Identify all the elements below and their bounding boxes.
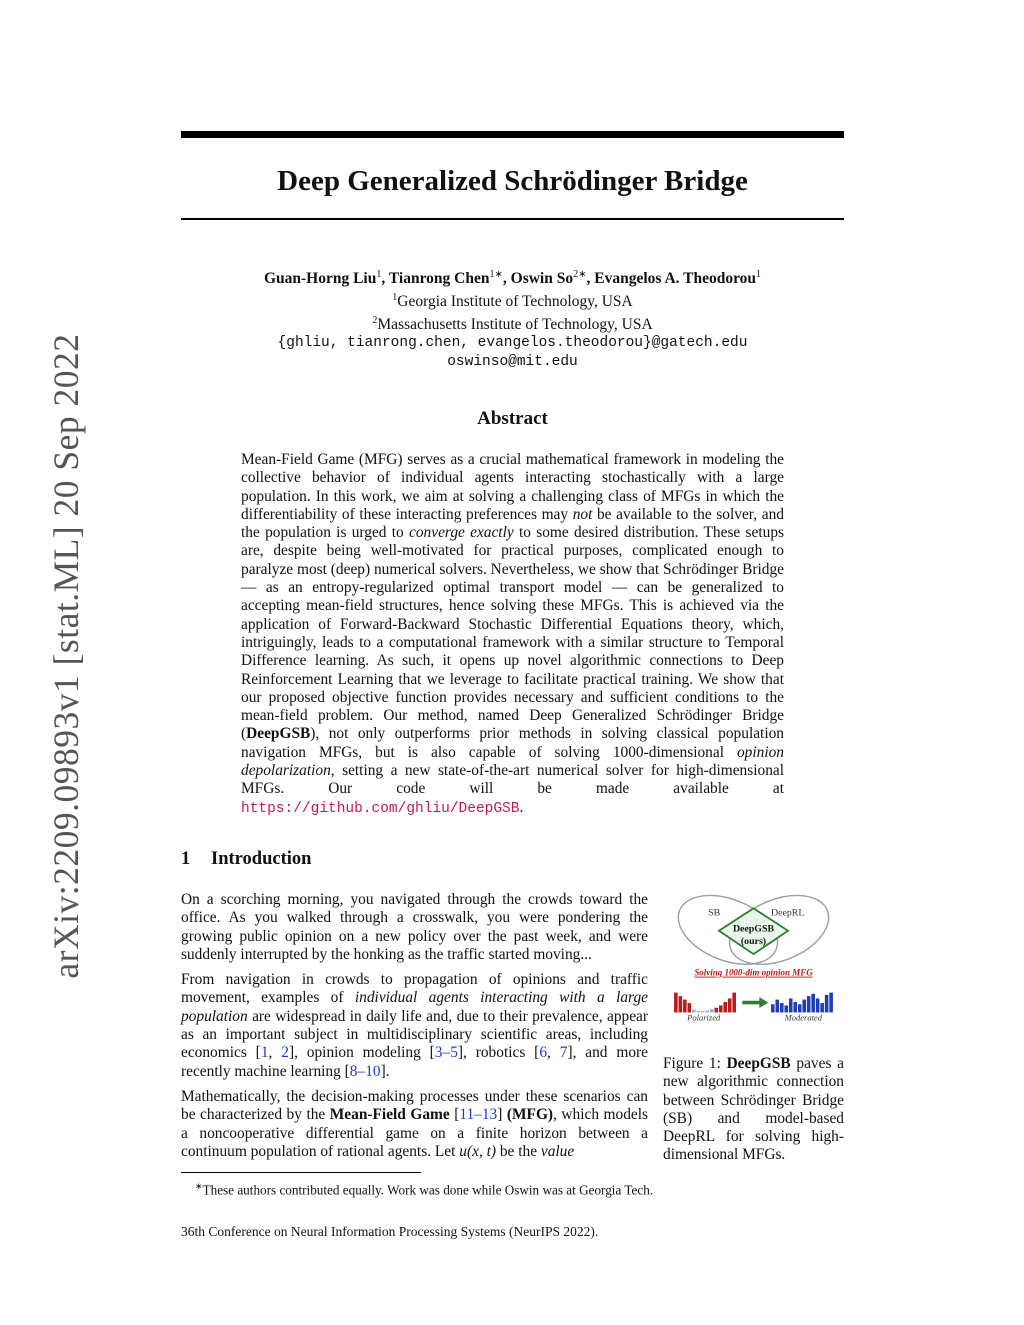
section-title: Introduction xyxy=(211,849,312,869)
ours-label: (ours) xyxy=(740,936,767,948)
footnote: ∗These authors contributed equally. Work was done while Oswin was at Georgia Tech. xyxy=(195,1181,654,1198)
histogram-bar xyxy=(802,1000,806,1013)
paper-title: Deep Generalized Schrödinger Bridge xyxy=(277,165,748,197)
moderated-histogram xyxy=(771,993,833,1013)
author-4: Evangelos A. Theodorou xyxy=(594,270,757,288)
moderated-label: Moderated xyxy=(784,1012,822,1023)
author-3: Oswin So xyxy=(510,270,574,288)
arrow-head-icon xyxy=(759,997,768,1008)
code-link[interactable]: https://github.com/ghliu/DeepGSB xyxy=(241,800,520,817)
arxiv-stamp: arXiv:2209.09893v1 [stat.ML] 20 Sep 2022 xyxy=(46,333,86,979)
author-4-sup: 1 xyxy=(756,269,762,280)
venue-note: 36th Conference on Neural Information Processing Systems (NeurIPS 2022). xyxy=(181,1224,599,1239)
histogram-bar xyxy=(825,995,829,1013)
citation-link[interactable]: 7 xyxy=(559,1044,568,1062)
author-2: Tianrong Chen xyxy=(388,270,490,288)
title-rule-top xyxy=(181,131,844,138)
author-block xyxy=(181,265,844,372)
math-expression: u(x, t) xyxy=(459,1142,496,1160)
histogram-bar xyxy=(807,996,811,1012)
histogram-bar xyxy=(789,998,793,1012)
histogram-bar xyxy=(728,998,732,1012)
footnote-rule xyxy=(181,1172,421,1173)
abstract-body: Mean-Field Game (MFG) serves as a crucial mathematical framework in modeling the collective behavior of individual agents interacting stochastically with a large population. In this work, we aim at solving a challenging class of MFGs in which the differentiability of these interacting preferences may not be available to the solver, and the population is urged to converge exactly to some desired distribution. These setups are, despite being well-motivated for practical purposes, complicated enough to paralyze most (deep) numerical solvers. Nevertheless, we show that Schrödinger Bridge — as an entropy-regularized optimal transport model — can be generalized to accepting mean-field structures, hence solving these MFGs. This is achieved via the application of Forward-Backward Stochastic Differential Equations theory, which, intriguingly, leads to a computational framework with a similar structure to Temporal Difference learning. As such, it opens up novel algorithmic connections to Deep Reinforcement Learning that we leverage to facilitate practical training. We show that our proposed objective function provides necessary and sufficient conditions to the mean-field problem. Our method, named Deep Generalized Schrödinger Bridge (DeepGSB), not only outperforms prior methods in solving classical population navigation MFGs, but is also capable of solving 1000-dimensional opinion depolarization, setting a new state-of-the-art numerical solver for high-dimensional MFGs. Our code will be made available at https://github.com/ghliu/DeepGSB. xyxy=(241,451,785,817)
email-line-1[interactable]: {ghliu, tianrong.chen, evangelos.theodorou}@gatech.edu xyxy=(277,335,748,352)
citation-link[interactable]: 6 xyxy=(539,1044,548,1062)
intro-body xyxy=(181,891,648,1168)
affiliation-2: $^2$Massachusetts Institute of Technology, USA xyxy=(372,315,653,334)
intro-paragraph-3: Mathematically, the decision-making processes under these scenarios can be characterized by the Mean-Field Game [11–13] (MFG), which models a noncooperative differential game on a finite horizon between a continuum population of rational agents. Let u(x, t) be the value xyxy=(181,1087,648,1160)
citation-link[interactable]: 2 xyxy=(281,1044,289,1062)
histogram-bar xyxy=(816,998,820,1012)
histogram-bar xyxy=(784,1005,788,1012)
sb-label: SB xyxy=(708,907,721,919)
citation-link[interactable]: 8–10 xyxy=(349,1062,381,1080)
polarized-histogram xyxy=(674,993,736,1013)
histogram-bar xyxy=(820,1003,824,1012)
section-heading xyxy=(181,849,311,870)
title-rule-bottom xyxy=(181,218,844,220)
figure-1-diagram xyxy=(663,885,844,1025)
citation-link[interactable]: 3–5 xyxy=(434,1044,458,1062)
citation-link[interactable]: 1 xyxy=(260,1044,269,1062)
histogram-bar xyxy=(829,993,833,1013)
author-1-sup: 1 xyxy=(376,269,382,280)
intro-paragraph-1: On a scorching morning, you navigated through the crowds toward the office. As you walked through a crosswalk, you were pondering the growing public opinion on a new policy over the past week, and were suddenly interrupted by the honking as the traffic started moving... xyxy=(181,891,648,963)
author-names: Guan-Horng Liu$^1$, Tianrong Chen$^{1∗}$, Oswin $So^{2∗}$, Evangelos A. Theodorou$^1$ xyxy=(263,269,762,288)
histogram-bar xyxy=(793,1002,797,1013)
histogram-bar xyxy=(780,1003,784,1012)
email-line-2[interactable]: oswinso@mit.edu xyxy=(447,354,578,371)
histogram-bar xyxy=(719,1005,723,1012)
deeprl-label: DeepRL xyxy=(771,907,805,919)
author-3-sup: 2∗ xyxy=(573,269,587,280)
figure-1-caption: Figure 1: DeepGSB paves a new algorithmic connection between Schrödinger Bridge (SB) and model-based DeepRL for solving high-dimensional MFGs. xyxy=(663,1055,844,1164)
figure-subtitle: Solving 1000-dim opinion MFG xyxy=(694,967,813,978)
section-number: 1 xyxy=(181,849,191,869)
histogram-bar xyxy=(688,1003,692,1012)
author-1: Guan-Horng Liu xyxy=(263,270,377,288)
histogram-bar xyxy=(798,1004,802,1012)
author-2-sup: 1∗ xyxy=(489,269,503,280)
deepgsb-label: DeepGSB xyxy=(732,923,775,935)
histogram-bar xyxy=(679,996,683,1012)
histogram-bar xyxy=(674,993,678,1013)
citation-link[interactable]: 11–13 xyxy=(459,1106,498,1124)
abstract-heading: Abstract xyxy=(477,408,548,429)
histogram-bar xyxy=(775,1000,779,1013)
histogram-bar xyxy=(771,1004,775,1012)
histogram-bar xyxy=(811,994,815,1013)
polarized-label: Polarized xyxy=(687,1012,721,1023)
histogram-bar xyxy=(732,993,736,1013)
affiliation-1: $^1$Georgia Institute of Technology, USA xyxy=(392,292,633,311)
intro-paragraph-2: From navigation in crowds to propagation of opinions and traffic movement, examples of individual agents interacting with a large population are widespread in daily life and, due to their prevalence, appear as an important subject in multidisciplinary scientific areas, including economics [1, 2], opinion modeling [3–5], robotics [6, 7], and more recently machine learning [8–10]. xyxy=(181,971,648,1080)
histogram-bar xyxy=(683,1000,687,1013)
histogram-bar xyxy=(723,1002,727,1013)
